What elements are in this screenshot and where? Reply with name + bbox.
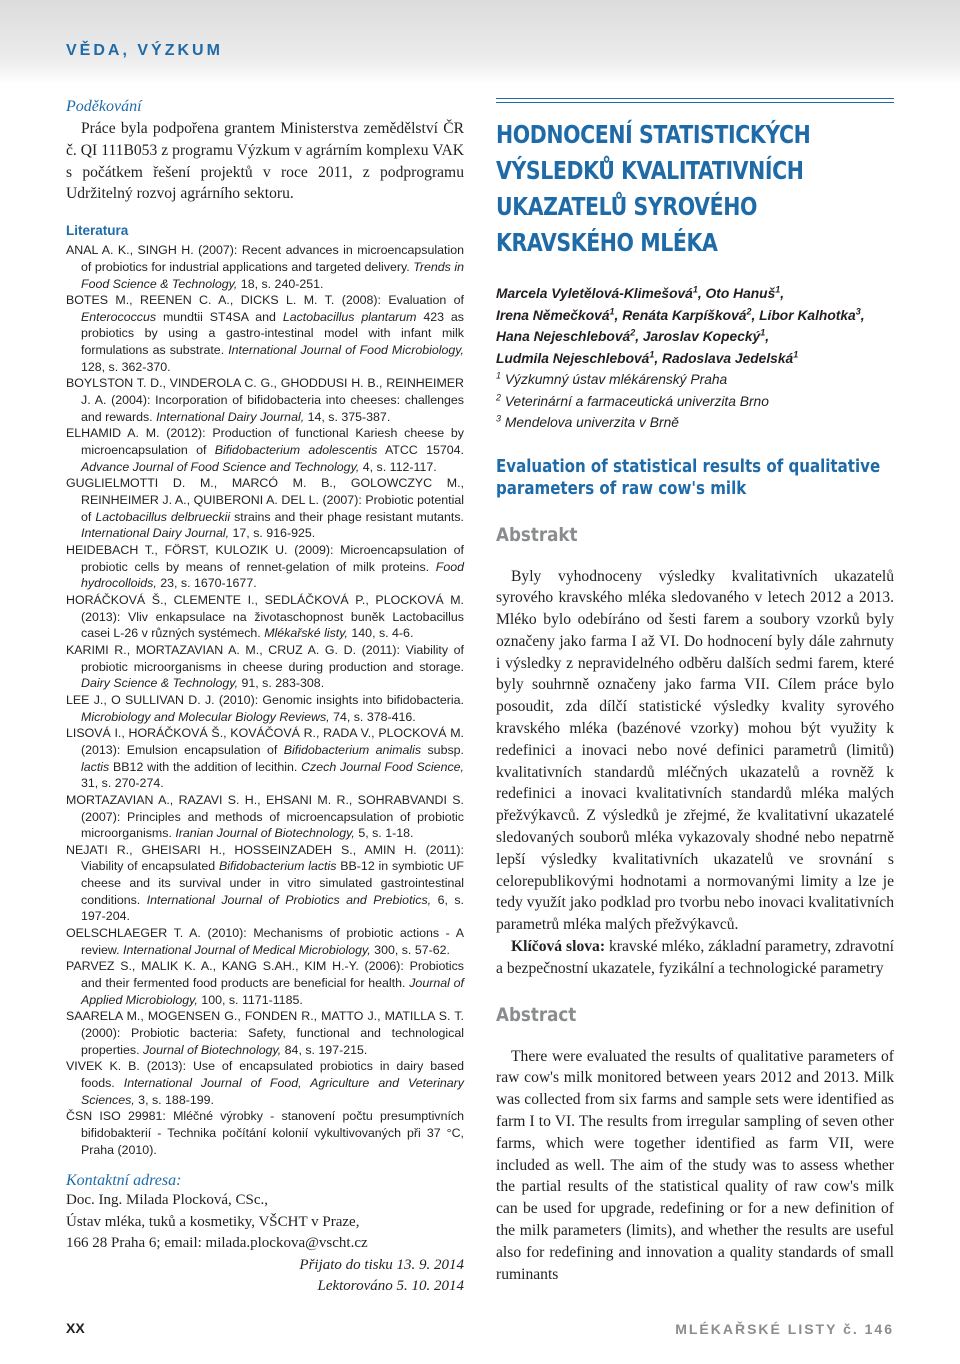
received-date: Přijato do tisku 13. 9. 2014 <box>299 1256 464 1273</box>
keywords-text: kravské mléko, základní parametry, zdravotní a bezpečnostní ukazatele, fyzikální a technologické parametry <box>496 938 894 977</box>
contact-title: Kontaktní adresa: <box>66 1172 182 1190</box>
abstrakt-heading: Abstrakt <box>496 523 578 546</box>
contact-institution: Ústav mléka, tuků a kosmetiky, VŠCHT v Praze, <box>66 1213 360 1230</box>
right-column <box>496 98 894 1285</box>
article-title <box>496 117 894 261</box>
page-number: XX <box>66 1320 85 1336</box>
section-label: VĚDA, VÝZKUM <box>66 42 223 59</box>
reference-item: ČSN ISO 29981: Mléčné výrobky - stanovení počtu presumptivních bifidobakterií - Technika počítání kolonií vykultivovaných při 37 °C, Praha (2010). <box>66 1109 464 1157</box>
journal-footer: MLÉKAŘSKÉ LISTY č. 146 <box>675 1321 894 1337</box>
abstract-text: There were evaluated the results of qualitative parameters of raw cow's milk monitored between years 2012 and 2013. Milk was collected from six farms and sample sets were identified as farm I to VI. The results from irregular sampling of seven other farms, which were together identified as farm VII, were included as well. The aim of the study was to assess whether the partial results of the statistical quality of raw cow's milk can be used for upgrade, redefining or for a new definition of the milk parameters (limits), and whether the results are useful also for redefining and innovation a quality standards of small ruminants <box>496 1047 894 1283</box>
reference-item: LEE J., O SULLIVAN D. J. (2010): Genomic insights into bifidobacteria. Microbiology and Molecular Biology Reviews, 74, s. 378-416. <box>66 692 464 724</box>
author-line: Ludmila Nejeschlebová$^1$, Radoslava Jedelská$^1$ <box>496 348 799 366</box>
reference-item: KARIMI R., MORTAZAVIAN A. M., CRUZ A. G. D. (2011): Viability of probiotic microorganisms in cheese during production and storage. Dairy Science & Technology, 91, s. 283-308. <box>66 642 464 691</box>
author-line: Irena Němečková$^1$, Renáta Karpíšková$^2$, Libor Kalhotka$^3$, <box>496 305 865 323</box>
keywords-label: Klíčová slova: <box>511 938 606 956</box>
author-line: Hana Nejeschlebová$^2$, Jaroslav Kopecký$^1$, <box>496 327 770 344</box>
affiliation: $^1$ Výzkumný ústav mlékárenský Praha <box>496 370 728 387</box>
english-title <box>496 456 894 500</box>
reference-item: MORTAZAVIAN A., RAZAVI S. H., EHSANI M. R., SOHRABVANDI S. (2007): Principles and methods of microencapsulation of probiotic microorganisms. Iranian Journal of Biotechnology, 5, s. 1-18. <box>66 792 464 841</box>
article-title-line: UKAZATELŮ SYROVÉHO <box>496 192 757 221</box>
reference-item: NEJATI R., GHEISARI H., HOSSEINZADEH S., AMIN H. (2011): Viability of encapsulated Bifidobacterium lactis BB-12 in symbiotic UF cheese and its survival under in vitro simulated gastrointestinal conditions. International Journal of Probiotics and Prebiotics, 6, s. 197-204. <box>66 842 465 924</box>
reference-item: VIVEK K. B. (2013): Use of encapsulated probiotics in dairy based foods. International Journal of Food, Agriculture and Veterinary Sciences, 3, s. 188-199. <box>66 1059 464 1107</box>
left-column <box>66 98 464 1298</box>
reference-item: LISOVÁ I., HORÁČKOVÁ Š., KOVÁČOVÁ R., RADA V., PLOCKOVÁ M. (2013): Emulsion encapsulation of Bifidobacterium animalis subsp. lactis BB12 with the addition of lecithin. Czech Journal Food Science, 31, s. 270-274. <box>66 726 464 791</box>
reference-item: SAARELA M., MOGENSEN G., FONDEN R., MATTO J., MATILLA S. T. (2000): Probiotic bacteria: Safety, functional and technological properties. Journal of Biotechnology, 84, s. 197-215. <box>66 1009 464 1057</box>
reference-item: PARVEZ S., MALIK K. A., KANG S.AH., KIM H.-Y. (2006): Probiotics and their fermented food products are beneficial for health. Journal of Applied Microbiology, 100, s. 1171-1185. <box>66 959 464 1007</box>
keywords <box>496 936 894 980</box>
reference-item: OELSCHLAEGER T. A. (2010): Mechanisms of probiotic actions - A review. International Journal of Medical Microbiology, 300, s. 57-62. <box>66 926 464 957</box>
acknowledgement-text: Práce byla podpořena grantem Ministerstva zemědělství ČR č. QI 111B053 z programu Výzkum v agrárním komplexu VAK s počátkem řešení projektů v roce 2011, z podprogramu Udržitelný rozvoj agrárního sektoru. <box>66 120 464 203</box>
affiliation: $^3$ Mendelova univerzita v Brně <box>496 413 679 430</box>
english-title-line: Evaluation of statistical results of qualitative <box>496 456 881 477</box>
author-block <box>496 283 894 434</box>
reviewed-date: Lektorováno 5. 10. 2014 <box>317 1278 464 1295</box>
literature-title: Literatura <box>66 223 129 239</box>
reference-item: HEIDEBACH T., FÖRST, KULOZIK U. (2009): Microencapsulation of probiotic cells by means of rennet-gelation of milk proteins. Food hydrocolloids, 23, s. 1670-1677. <box>66 543 464 591</box>
abstract-heading: Abstract <box>496 1003 577 1026</box>
acknowledgement-title: Poděkování <box>66 98 142 115</box>
reference-item: BOYLSTON T. D., VINDEROLA C. G., GHODDUSI H. B., REINHEIMER J. A. (2004): Incorporation of bifidobacteria into cheeses: challenges and rewards. International Dairy Journal, 14, s. 375-387. <box>66 376 464 424</box>
reference-list <box>66 242 464 1158</box>
article-title-line: VÝSLEDKŮ KVALITATIVNÍCH <box>496 156 804 185</box>
article-title-line: KRAVSKÉHO MLÉKA <box>496 228 718 257</box>
reference-item: ANAL A. K., SINGH H. (2007): Recent advances in microencapsulation of probiotics for industrial applications and targeted delivery. Trends in Food Science & Technology, 18, s. 240-251. <box>66 243 465 291</box>
contact-name: Doc. Ing. Milada Plocková, CSc., <box>66 1192 269 1209</box>
english-title-line: parameters of raw cow's milk <box>496 478 747 499</box>
author-line: Marcela Vyletělová-Klimešová$^1$, Oto Hanuš$^1$, <box>496 284 785 301</box>
reference-item: ELHAMID A. M. (2012): Production of functional Kariesh cheese by microencapsulation of Bifidobacterium adolescentis ATCC 15704. Advance Journal of Food Science and Technology, 4, s. 112-117. <box>66 426 464 474</box>
contact-address: 166 28 Praha 6; email: milada.plockova@vscht.cz <box>66 1235 368 1252</box>
article-title-line: HODNOCENÍ STATISTICKÝCH <box>496 120 811 149</box>
abstrakt-text: Byly vyhodnoceny výsledky kvalitativních ukazatelů syrového kravského mléka sledovaného v letech 2012 a 2013. Mléko bylo odebíráno od šesti farem a soubory vzorků byly označeny jako farma I až VI. Do hodnocení byly dále zahrnuty i výsledky z nepravidelného odběru dalších sedmi farem, které byly souhrnně označeny jako farma VII. Cílem práce bylo posoudit, zda dílčí statistické výsledky kvality syrového kravského mléka (bazénové vzorky) mohou být využity k redefinici a inovaci nebo nové definici parametrů (limitů) kvalitativních standardů mléčných ukazatelů a rovněž k redefinici a inovaci kvalitativních standardů mléka malých přežvýkavců. Z výsledků je zřejmé, že kvalitativní ukazatelé sledovaných souborů mléka vykazovaly shodné nebo nepatrně lepší výsledky kvalitativních ukazatelů ve srovnání s celorepublikovými hodnotami a normovanými limity a lze je tedy využít jako podklad pro tvorbu nebo inovaci kvalitativních parametrů mléka malých přežvýkavců. <box>496 567 894 934</box>
reference-item: HORÁČKOVÁ Š., CLEMENTE I., SEDLÁČKOVÁ P., PLOCKOVÁ M. (2013): Vliv enkapsulace na životaschopnost buněk Lactobacillus casei L-26 v různých systémech. Mlékařské listy, 140, s. 4-6. <box>66 592 464 641</box>
reference-item: GUGLIELMOTTI D. M., MARCÓ M. B., GOLOWCZYC M., REINHEIMER J. A., QUIBERONI A. DEL L. (2007): Probiotic potential of Lactobacillus delbrueckii strains and their phage resistant mutants. International Dairy Journal, 17, s. 916-925. <box>66 476 464 541</box>
reference-item: BOTES M., REENEN C. A., DICKS L. M. T. (2008): Evaluation of Enterococcus mundtii ST4SA and Lactobacillus plantarum 423 as probiotics by using a gastro-intestinal model with infant milk formulations as substrate. International Journal of Food Microbiology, 128, s. 362-370. <box>66 293 465 374</box>
affiliation: $^2$ Veterinární a farmaceutická univerzita Brno <box>496 391 769 409</box>
title-rule <box>496 98 894 103</box>
